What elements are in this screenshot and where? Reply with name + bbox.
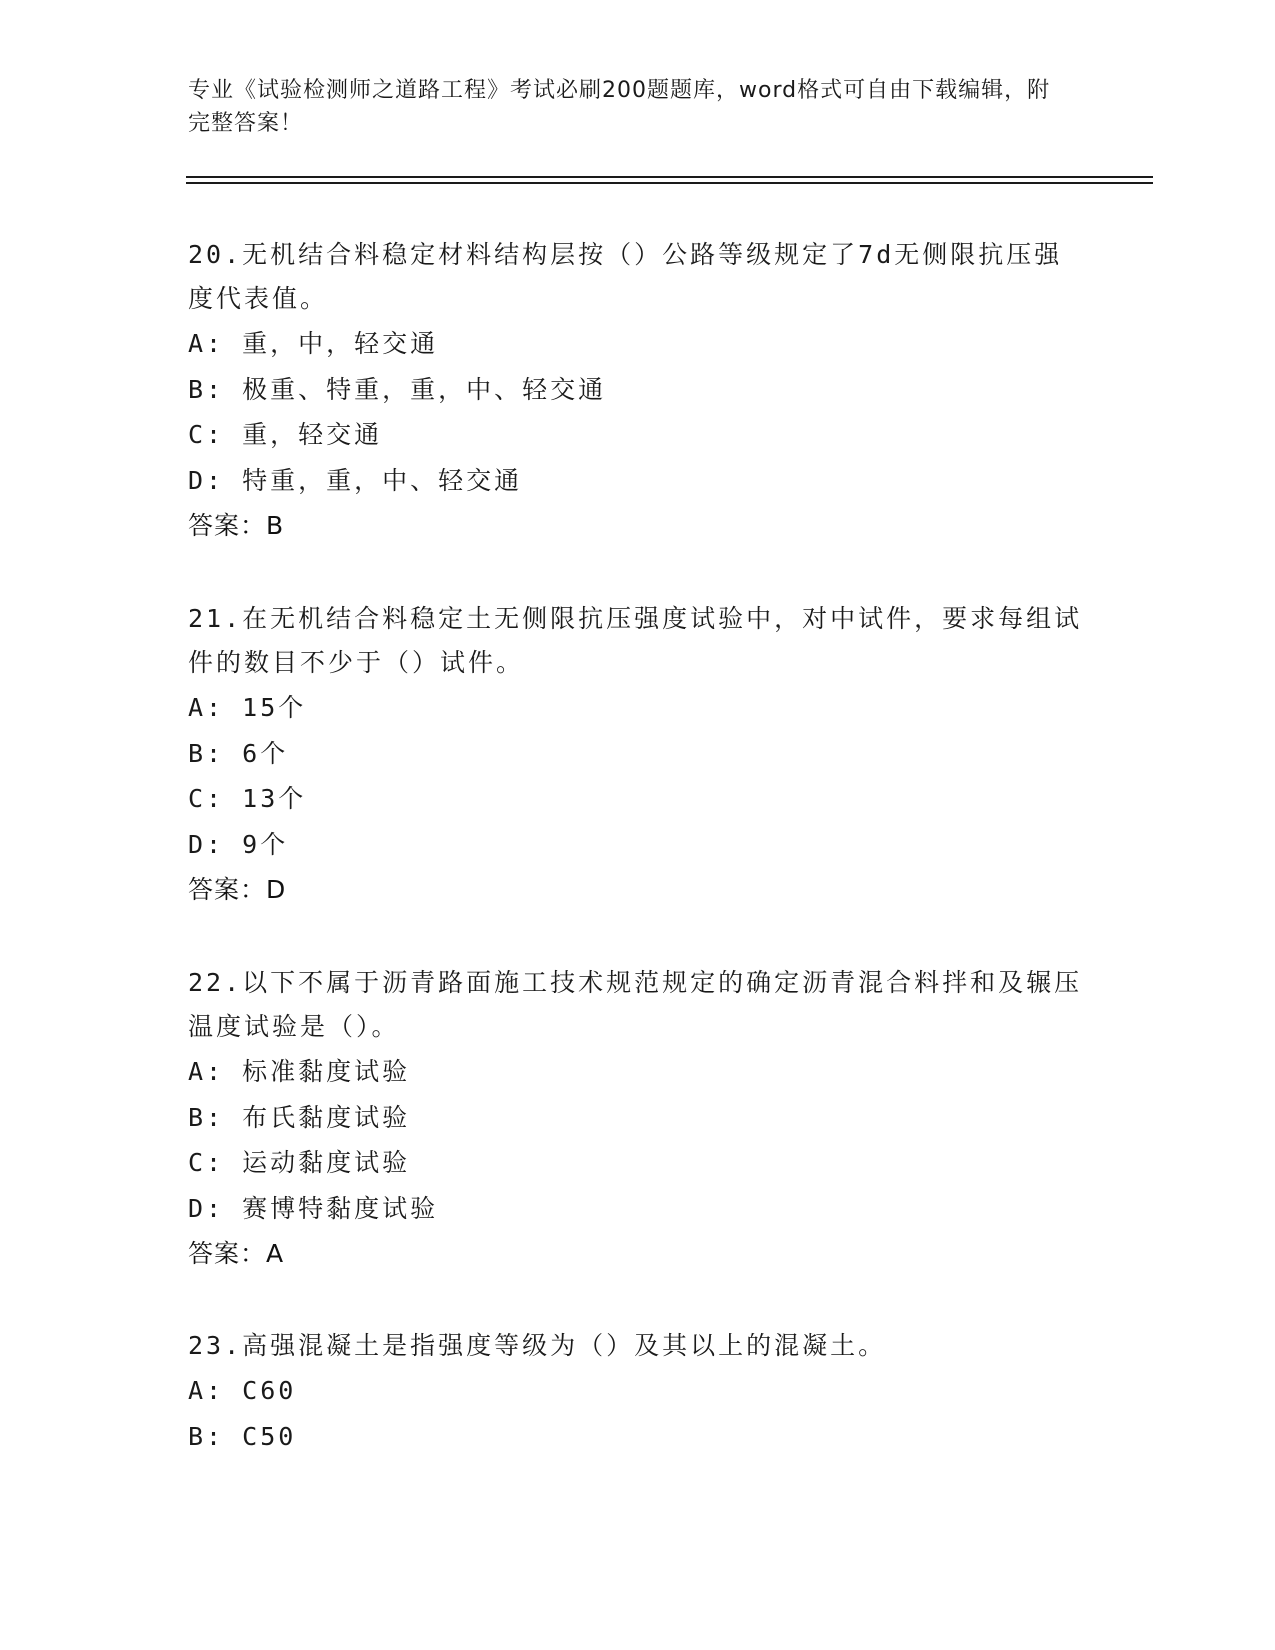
option-b: B: 布氏黏度试验 bbox=[188, 1102, 411, 1132]
header-divider-top bbox=[186, 176, 1153, 178]
question-stem: 23.高强混凝土是指强度等级为（）及其以上的混凝土。 bbox=[188, 1331, 887, 1360]
question-stem: 20.无机结合料稳定材料结构层按（）公路等级规定了7d无侧限抗压强度代表值。 bbox=[188, 240, 1063, 313]
header-divider-bottom bbox=[186, 182, 1153, 184]
question-stem: 21.在无机结合料稳定土无侧限抗压强度试验中，对中试件，要求每组试件的数目不少于（）试件。 bbox=[188, 604, 1083, 677]
option-a: A: C60 bbox=[188, 1376, 297, 1405]
option-d: D: 9个 bbox=[188, 829, 289, 859]
option-b: B: C50 bbox=[188, 1421, 297, 1451]
answer: 答案：D bbox=[188, 875, 287, 904]
option-d: D: 赛博特黏度试验 bbox=[188, 1193, 439, 1223]
option-a: A: 标准黏度试验 bbox=[188, 1057, 411, 1086]
answer: 答案：B bbox=[188, 511, 285, 540]
option-c: C: 运动黏度试验 bbox=[188, 1148, 411, 1177]
option-d: D: 特重，重，中、轻交通 bbox=[188, 465, 523, 495]
option-a: A: 重，中，轻交通 bbox=[188, 329, 439, 358]
question-22 bbox=[188, 961, 1088, 1276]
option-c: C: 13个 bbox=[188, 784, 307, 813]
question-stem: 22.以下不属于沥青路面施工技术规范规定的确定沥青混合料拌和及辗压温度试验是（）。 bbox=[188, 968, 1083, 1041]
question-23 bbox=[188, 1324, 1088, 1459]
option-b: B: 6个 bbox=[188, 738, 289, 768]
option-a: A: 15个 bbox=[188, 693, 307, 722]
question-21 bbox=[188, 597, 1088, 912]
option-c: C: 重，轻交通 bbox=[188, 420, 383, 449]
answer: 答案：A bbox=[188, 1239, 285, 1268]
question-20 bbox=[188, 233, 1088, 548]
document-header: 专业《试验检测师之道路工程》考试必刷200题题库，word格式可自由下载编辑，附完整答案！ bbox=[188, 78, 1051, 136]
option-b: B: 极重、特重，重，中、轻交通 bbox=[188, 374, 607, 404]
